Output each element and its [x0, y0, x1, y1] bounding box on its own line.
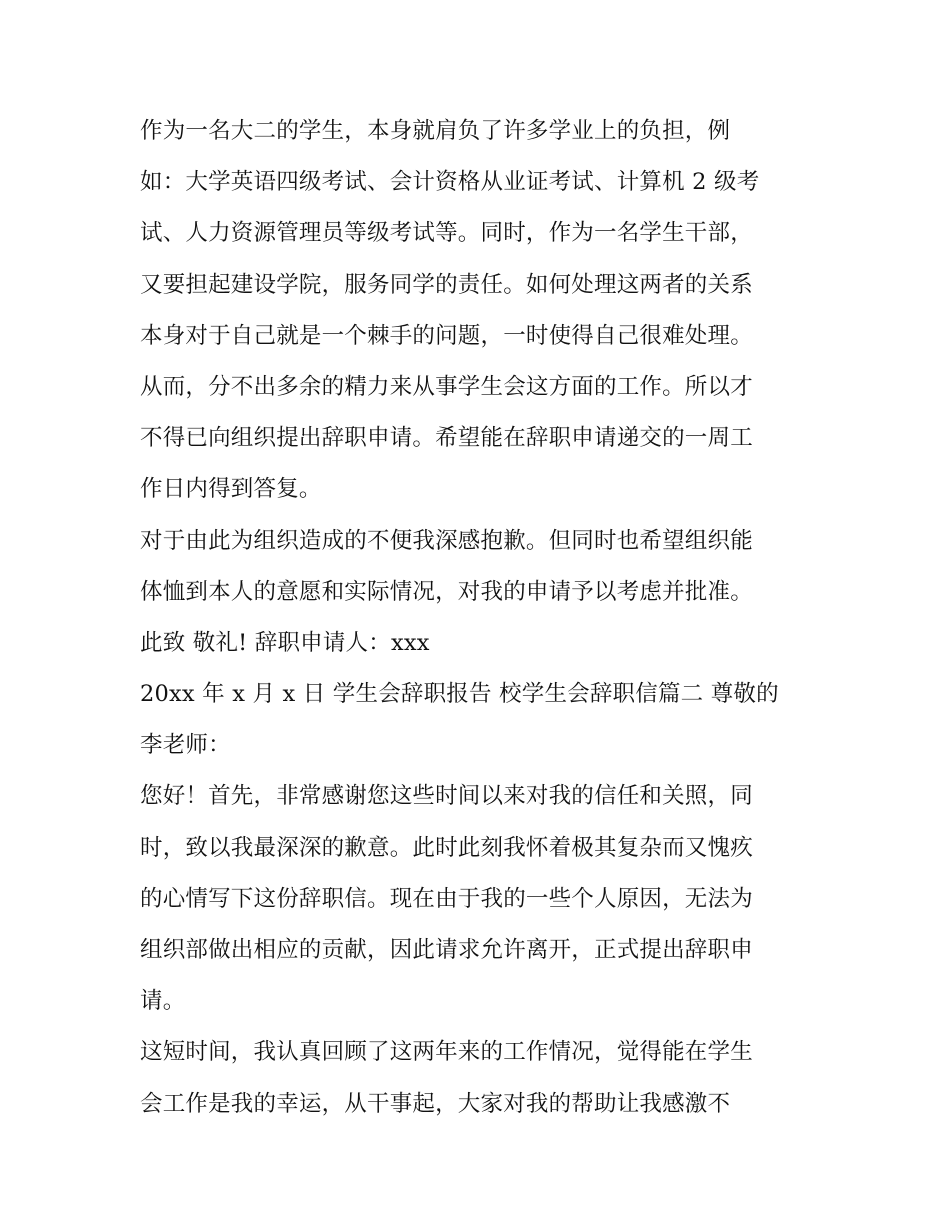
text-line: 体恤到本人的意愿和实际情况，对我的申请予以考虑并批准。: [140, 578, 753, 605]
text-line: 会工作是我的幸运，从干事起，大家对我的帮助让我感激不: [140, 1090, 731, 1117]
text-line: 这短时间，我认真回顾了这两年来的工作情况，觉得能在学生: [140, 1039, 753, 1066]
salutation-line: 李老师：: [140, 732, 231, 759]
text-line: 试、人力资源管理员等级考试等。同时，作为一名学生干部，: [140, 220, 753, 247]
text-line: 对于由此为组织造成的不便我深感抱歉。但同时也希望组织能: [140, 527, 753, 554]
text-line: 您好！首先，非常感谢您这些时间以来对我的信任和关照，同: [140, 783, 753, 810]
signature-line: 此致 敬礼! 辞职申请人：xxx: [140, 629, 430, 656]
document-body: [140, 106, 815, 1130]
text-line: 组织部做出相应的贡献，因此请求允许离开，正式提出辞职申: [140, 937, 753, 963]
text-line: 不得已向组织提出辞职申请。希望能在辞职申请递交的一周工: [140, 425, 753, 452]
text-line: 的心情写下这份辞职信。现在由于我的一些个人原因，无法为: [140, 885, 753, 912]
text-line: 作日内得到答复。: [140, 476, 322, 503]
text-line: 本身对于自己就是一个棘手的问题，一时使得自己很难处理。: [140, 322, 753, 349]
text-line: 时，致以我最深深的歉意。此时此刻我怀着极其复杂而又愧疚: [140, 834, 753, 861]
text-line: 如：大学英语四级考试、会计资格从业证考试、计算机 2 级考: [140, 169, 760, 196]
text-line: 从而，分不出多余的精力来从事学生会这方面的工作。所以才: [140, 373, 753, 400]
text-line: 20xx 年 x 月 x 日 学生会辞职报告 校学生会辞职信篇二 尊敬的: [140, 681, 779, 708]
text-line: 请。: [140, 988, 186, 1015]
text-line: 又要担起建设学院，服务同学的责任。如何处理这两者的关系: [140, 271, 753, 298]
text-line: 作为一名大二的学生，本身就肩负了许多学业上的负担，例: [140, 118, 731, 144]
